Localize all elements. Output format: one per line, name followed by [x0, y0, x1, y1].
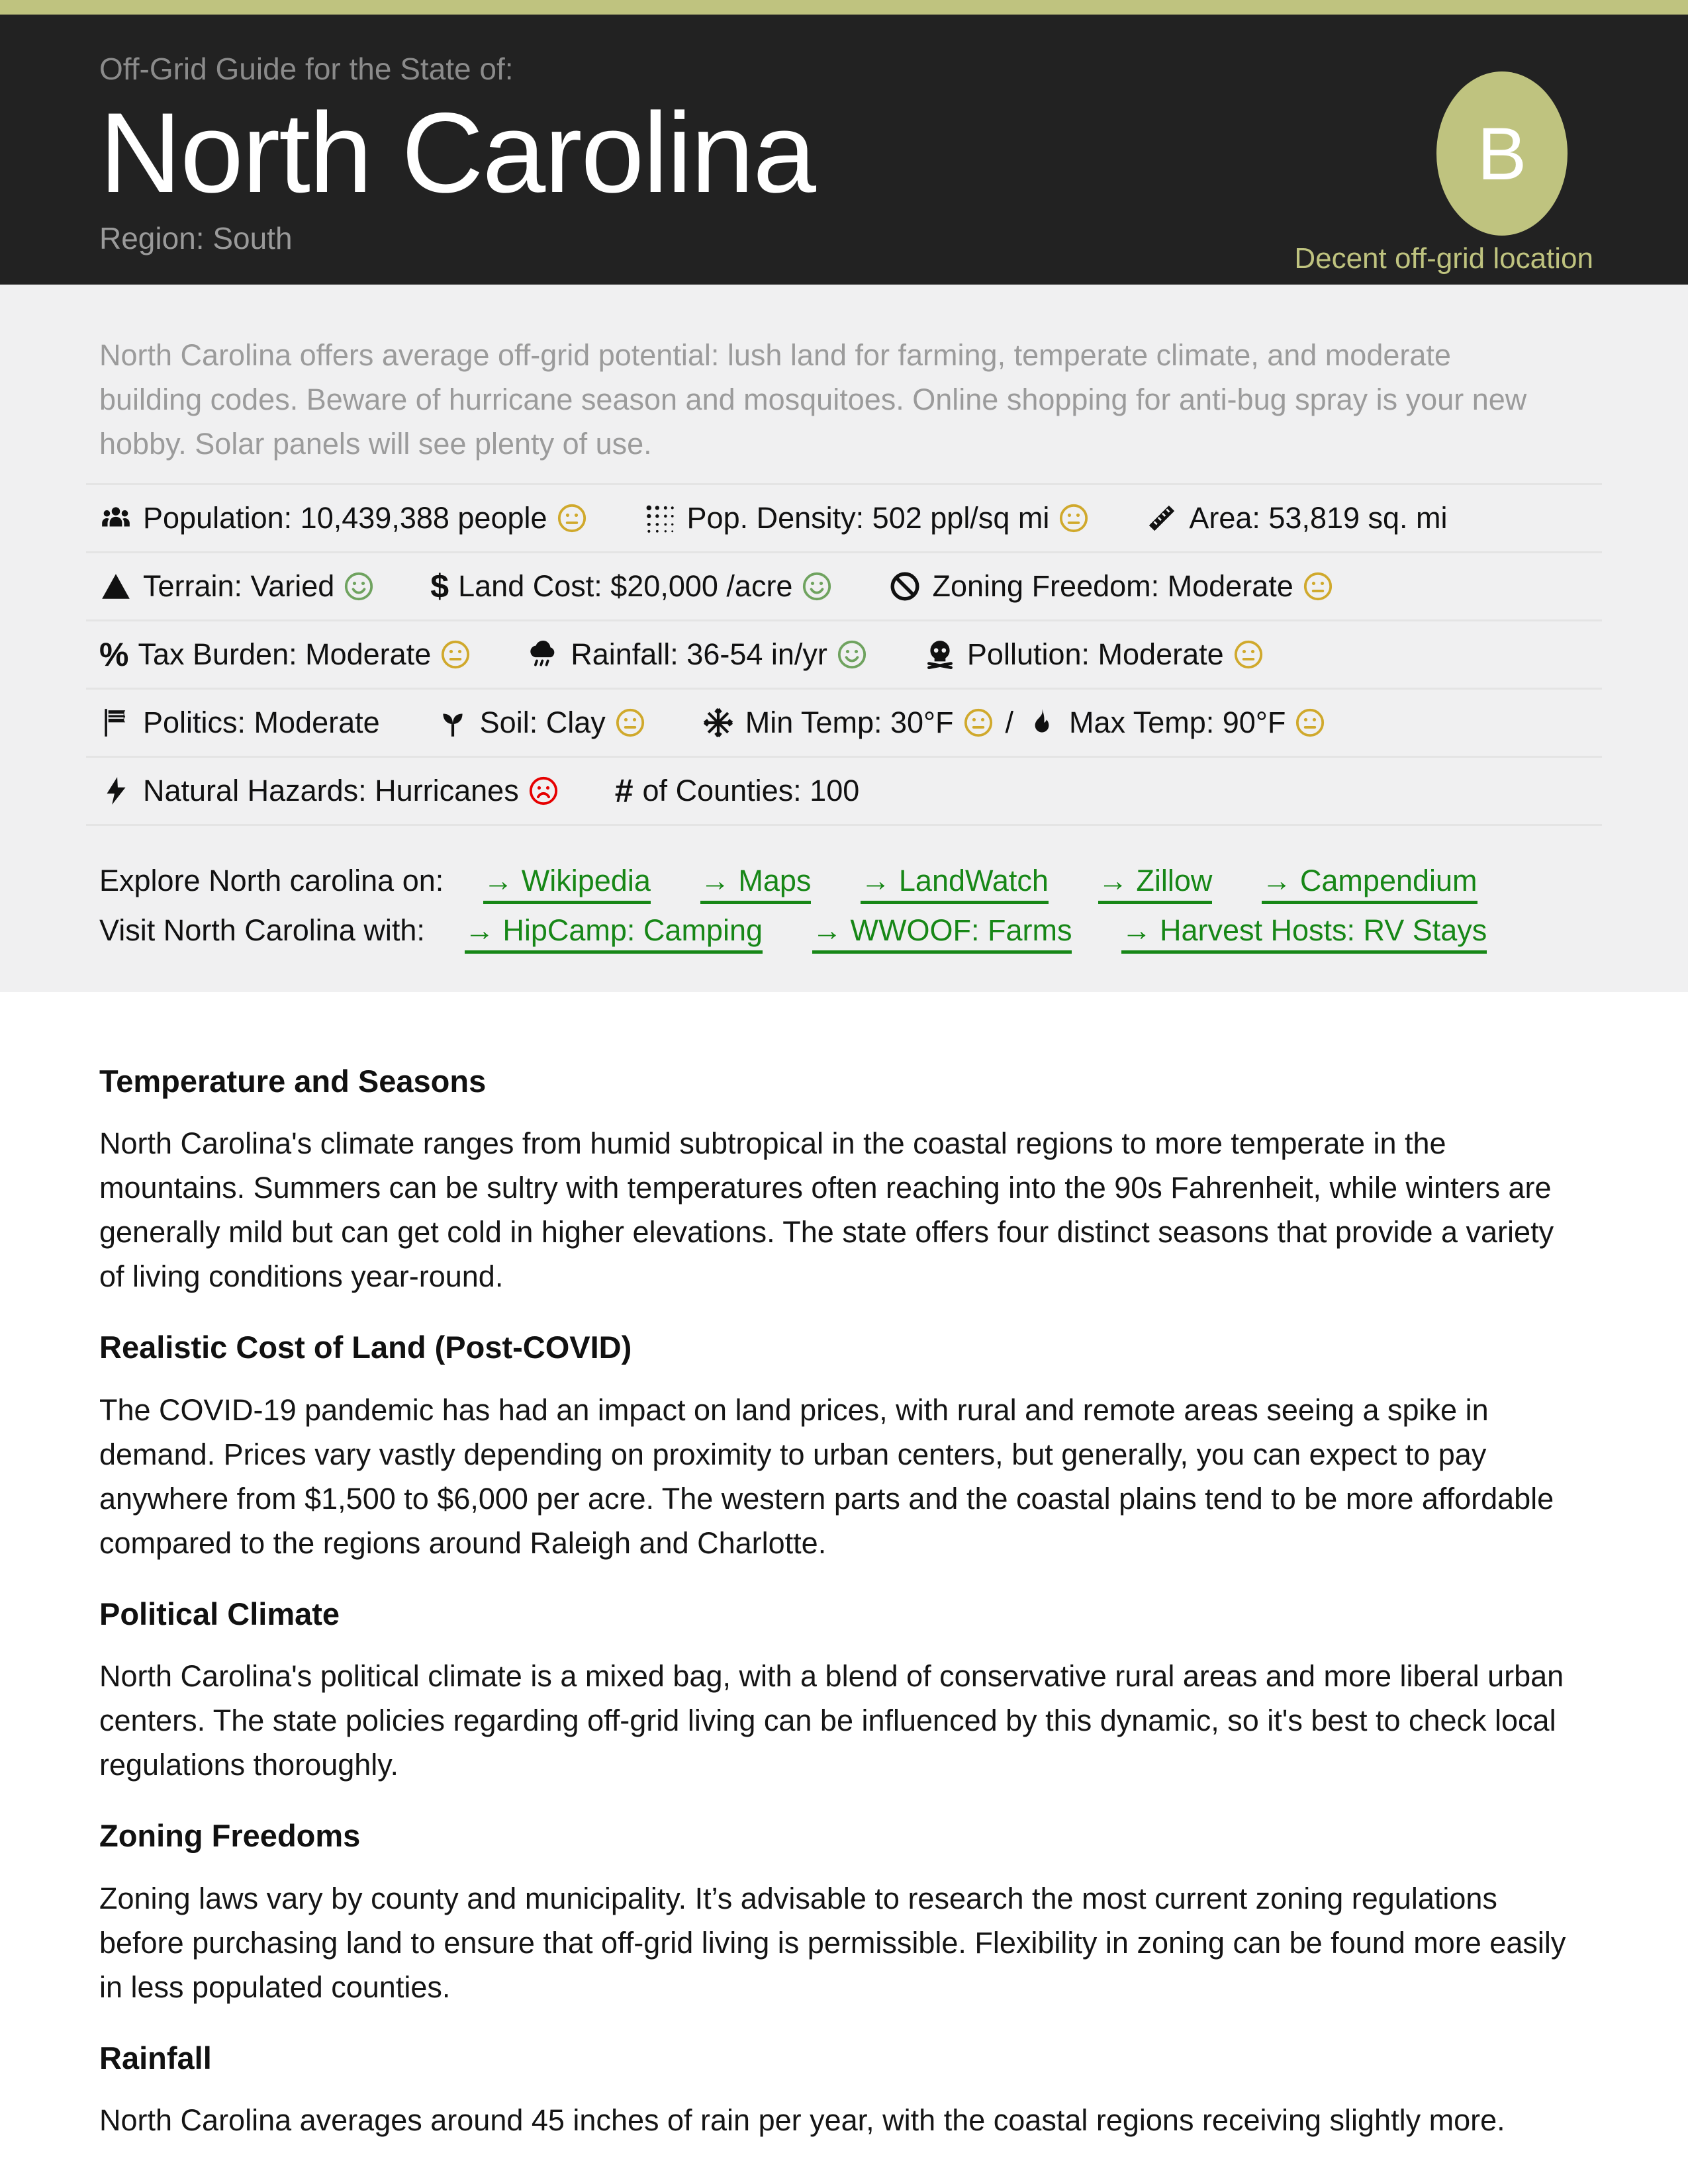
section-paragraph: North Carolina's climate ranges from humid subtropical in the coastal regions to more temperate in the mountains. Summers can be sultry with temperatures often reaching into the 90s Fahrenheit, while winters are generally mild but can get cold in higher elevations. The state offers four distinct seasons that provide a variety of living conditions year-round. — [99, 1126, 1554, 1294]
visit-links-row — [99, 913, 1589, 954]
section-paragraph: North Carolina's political climate is a mixed bag, with a blend of conservative rural areas and more liberal urban centers. The state policies regarding off-grid living can be influenced by this dynamic, so it's best to check local regulations thoroughly. — [99, 1659, 1564, 1782]
dollar-icon: $ — [430, 568, 449, 605]
section-paragraph: North Carolina averages around 45 inches of rain per year, with the coastal regions receiving slightly more. — [99, 2103, 1505, 2137]
rain-cloud-icon — [527, 638, 560, 671]
stat-label: Min Temp: 30°F — [745, 705, 954, 739]
stat-label: Land Cost: $20,000 /acre — [458, 569, 793, 603]
percent-icon: % — [99, 636, 129, 673]
section-land-cost — [99, 1329, 1589, 1565]
grade-caption: Decent off-grid location — [1294, 242, 1593, 275]
link-maps[interactable]: → Maps — [700, 864, 812, 904]
mountain-icon — [99, 570, 132, 603]
external-links — [99, 864, 1589, 954]
seedling-icon — [436, 706, 469, 739]
lightning-icon — [99, 774, 132, 807]
neutral-face-icon — [963, 707, 994, 738]
stat-label: Zoning Freedom: Moderate — [932, 569, 1293, 603]
stat-population — [99, 501, 587, 535]
neutral-face-icon — [1233, 639, 1264, 670]
stat-label: Max Temp: 90°F — [1069, 705, 1286, 739]
stat-label: Pop. Density: 502 ppl/sq mi — [686, 501, 1050, 535]
stat-temperatures — [702, 705, 1326, 740]
explore-links-label: Explore North carolina on: — [99, 864, 444, 897]
state-summary: North Carolina offers average off-grid potential: lush land for farming, temperate climate, and moderate building codes. Beware of hurricane season and mosquitoes. Online shopping for anti-bug spray is your new hobby. Solar panels will see plenty of use. — [99, 338, 1527, 461]
people-icon — [99, 502, 132, 535]
stat-label: Pollution: Moderate — [966, 637, 1224, 671]
section-heading: Realistic Cost of Land (Post-COVID) — [99, 1330, 632, 1365]
section-heading: Rainfall — [99, 2040, 212, 2075]
link-wikipedia[interactable]: → Wikipedia — [483, 864, 651, 904]
explore-links-row — [99, 864, 1589, 904]
link-harvest-hosts[interactable]: → Harvest Hosts: RV Stays — [1121, 913, 1487, 954]
density-dots-icon — [643, 502, 677, 535]
section-heading: Political Climate — [99, 1596, 340, 1631]
stat-label: of Counties: 100 — [642, 774, 860, 807]
grade-letter: B — [1477, 112, 1527, 195]
skull-crossbones-icon — [923, 638, 957, 671]
section-paragraph: The COVID-19 pandemic has had an impact on land prices, with rural and remote areas seeing a spike in demand. Prices vary vastly depending on proximity to urban centers, but generally, you can expect to pay anywhere from $1,500 to $6,000 per acre. The western parts and the coastal plains tend to be more affordable compared to the regions around Raleigh and Charlotte. — [99, 1392, 1554, 1560]
section-heading: Zoning Freedoms — [99, 1818, 361, 1854]
sad-face-icon — [528, 776, 559, 806]
link-wwoof[interactable]: → WWOOF: Farms — [812, 913, 1072, 954]
overview-band — [0, 285, 1688, 992]
stat-zoning-freedom — [888, 569, 1333, 604]
page-title: North Carolina — [99, 89, 815, 216]
stat-label: Natural Hazards: Hurricanes — [143, 774, 519, 807]
stat-politics — [99, 705, 380, 740]
stat-natural-hazards — [99, 774, 559, 808]
page-header — [0, 15, 1688, 285]
grade-badge — [1436, 71, 1568, 236]
happy-face-icon — [802, 571, 832, 602]
visit-links-label: Visit North Carolina with: — [99, 913, 425, 947]
stat-counties — [615, 772, 860, 810]
link-zillow[interactable]: → Zillow — [1098, 864, 1213, 904]
section-temperature — [99, 1063, 1589, 1298]
section-heading: Temperature and Seasons — [99, 1064, 487, 1099]
stat-label: Politics: Moderate — [143, 705, 380, 739]
snowflake-icon — [702, 706, 735, 739]
flag-icon — [99, 706, 132, 739]
happy-face-icon — [837, 639, 867, 670]
stat-soil — [436, 705, 645, 740]
stat-tax-burden — [99, 635, 471, 674]
happy-face-icon — [344, 571, 374, 602]
stats-row — [86, 688, 1602, 756]
stat-rainfall — [527, 637, 867, 672]
link-campendium[interactable]: → Campendium — [1262, 864, 1477, 904]
stats-row — [86, 619, 1602, 688]
stat-pop-density — [643, 501, 1090, 535]
slash-separator: / — [1005, 705, 1014, 739]
section-zoning-freedoms — [99, 1817, 1589, 2009]
stat-label: Population: 10,439,388 people — [143, 501, 547, 535]
neutral-face-icon — [1295, 707, 1325, 738]
stat-label: Tax Burden: Moderate — [138, 637, 432, 671]
stat-area — [1145, 501, 1447, 535]
stat-label: Area: 53,819 sq. mi — [1189, 501, 1448, 535]
hash-icon: # — [614, 772, 633, 809]
section-paragraph: Zoning laws vary by county and municipality. It’s advisable to research the most current zoning regulations before purchasing land to ensure that off-grid living is permissible. Flexibility in zoning can be found more easily in less populated counties. — [99, 1881, 1566, 2004]
stats-row — [86, 756, 1602, 826]
stat-land-cost — [430, 567, 832, 606]
stats-row — [86, 551, 1602, 619]
neutral-face-icon — [1303, 571, 1333, 602]
eyebrow-text: Off-Grid Guide for the State of: — [99, 52, 514, 86]
region-subtitle: Region: South — [99, 221, 293, 255]
stat-label: Soil: Clay — [479, 705, 606, 739]
no-entry-icon — [888, 570, 921, 603]
stat-label: Terrain: Varied — [143, 569, 335, 603]
article-body — [0, 992, 1688, 2182]
section-rainfall — [99, 2040, 1589, 2142]
link-hipcamp[interactable]: → HipCamp: Camping — [465, 913, 763, 954]
stats-table — [86, 483, 1602, 826]
neutral-face-icon — [557, 503, 587, 533]
section-political-climate — [99, 1596, 1589, 1787]
stat-terrain — [99, 569, 374, 604]
top-accent-bar — [0, 0, 1688, 15]
ruler-icon — [1145, 502, 1178, 535]
stat-label: Rainfall: 36-54 in/yr — [571, 637, 827, 671]
stats-row — [86, 483, 1602, 551]
flame-icon — [1025, 706, 1058, 739]
neutral-face-icon — [440, 639, 471, 670]
stat-pollution — [923, 637, 1264, 672]
neutral-face-icon — [1058, 503, 1089, 533]
link-landwatch[interactable]: → LandWatch — [861, 864, 1048, 904]
neutral-face-icon — [615, 707, 645, 738]
